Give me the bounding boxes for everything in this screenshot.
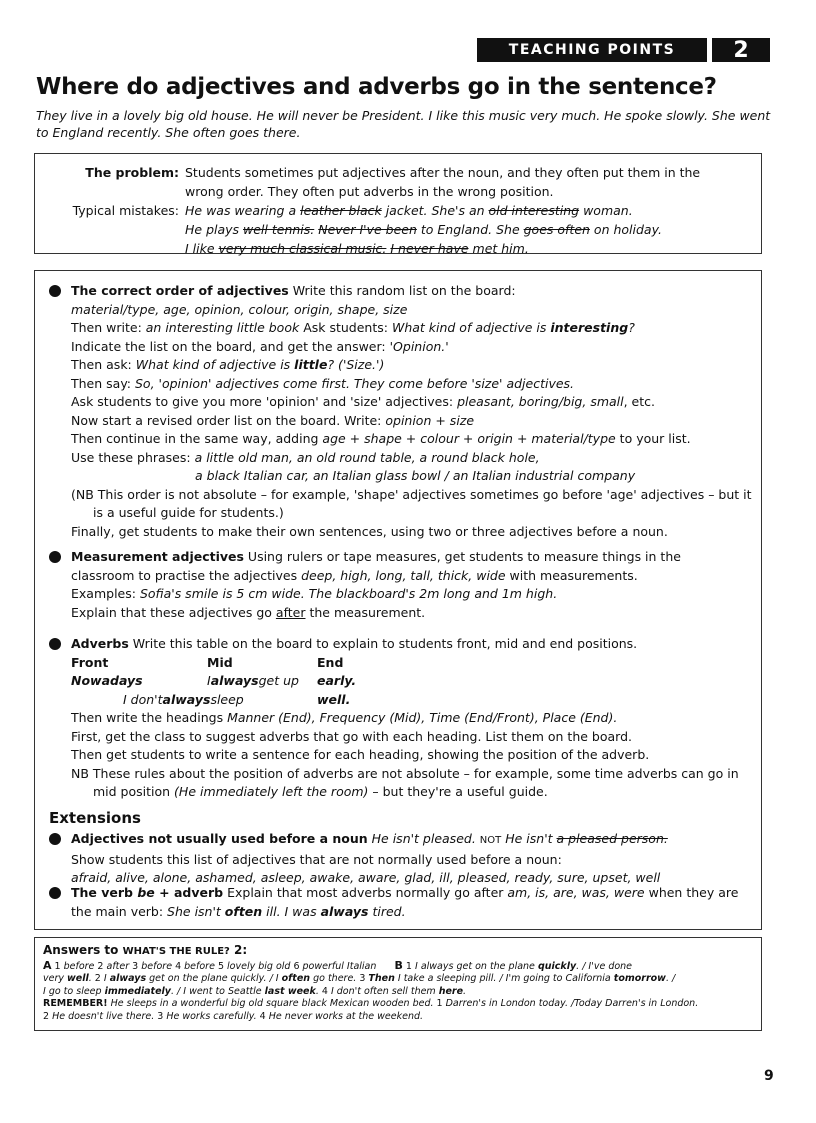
answers-box bbox=[34, 937, 762, 1031]
extensions-heading: Extensions bbox=[49, 809, 141, 827]
measurement-section: Measurement adjectives Using rulers or tape measures, get students to measure things in the classroom to practise the adjectives deep, high, long, tall, thick, wide with measurements. Examples: Sofia's smile is 5 cm wide. The blackboard's 2m long and 1m high. Explain that these adjectives go after the measurement. bbox=[49, 548, 761, 622]
mistakes-row bbox=[35, 201, 740, 258]
problem-text: Students sometimes put adjectives after the noun, and they often put them in the wrong order. They often put adverbs in the wrong position. bbox=[185, 165, 701, 199]
mistake-line: I like very much classical music. I never have met him. bbox=[185, 241, 529, 256]
extension-verb-be: The verb be + adverb Explain that most adverbs normally go after am, is, are, was, were when they are the main verb: She isn't often ill. I was always tired. bbox=[49, 884, 761, 921]
bullet-icon bbox=[49, 833, 61, 845]
problem-box bbox=[34, 153, 762, 254]
bullet-icon bbox=[49, 285, 61, 297]
bullet-icon bbox=[49, 638, 61, 650]
adjective-order-section: The correct order of adjectives Write this random list on the board: material/type, age, opinion, colour, origin, shape, size Then write: an interesting little book Ask students: What kind of adjective is interesting? Indicate the list on the board, and get the answer: 'Opinion.' Then ask: What kind of adjective is little? ('Size.') Then say: So, 'opinion' adjectives come first. They come before 'size' adjectives. Ask students to give you more 'opinion' and 'size' adjectives: pleasant, boring/big, small, etc. Now start a revised order list on the board. Write: opinion + size Then continue in the same way, adding age + shape + colour + origin + material/type to your list. Use these phrases: a little old man, an old round table, a round black hole, a black Italian car, an Italian glass bowl / an Italian industrial company (NB This order is not absolute – for example, 'shape' adjectives sometimes go before 'age' adjectives – but it is a useful guide for students.) Finally, get students to make their own sentences, using two or three adjectives before a noun. bbox=[49, 282, 761, 541]
answers-line: REMEMBER! He sleeps in a wonderful big old square black Mexican wooden bed. 1 Darren's in London today. /Today Darren's in London. bbox=[43, 998, 699, 1009]
teaching-box bbox=[34, 270, 762, 930]
mistakes-list bbox=[185, 201, 740, 258]
bullet-icon bbox=[49, 887, 61, 899]
page-title: Where do adjectives and adverbs go in the sentence? bbox=[36, 74, 717, 100]
answers-line: I go to sleep immediately. / I went to Seattle last week. 4 I don't often sell them here. bbox=[43, 985, 467, 997]
mistake-line: He plays well tennis. Never I've been to England. She goes often on holiday. bbox=[185, 222, 662, 237]
section-number: 2 bbox=[712, 38, 770, 62]
section-label: TEACHING POINTS bbox=[477, 38, 707, 62]
adverb-table-header: Front Mid End bbox=[71, 654, 344, 670]
problem-label: The problem: bbox=[85, 165, 179, 180]
intro-examples: They live in a lovely big old house. He will never be President. I like this music very much. He spoke slowly. She went to England recently. She often goes there. bbox=[36, 108, 771, 140]
extension-adjectives: Adjectives not usually used before a noun He isn't pleased. NOT He isn't a pleased person. Show students this list of adjectives that are not normally used before a noun: afraid, alive, alone, ashamed, asleep, awake, aware, glad, ill, pleased, ready, sure, upset, well bbox=[49, 830, 761, 888]
answers-heading: Answers to WHAT'S THE RULE? 2: bbox=[43, 943, 248, 957]
problem-row bbox=[35, 163, 740, 201]
mistakes-label: Typical mistakes: bbox=[72, 203, 179, 218]
adverb-table-row: Nowadays Ialwaysget up early. bbox=[71, 673, 357, 688]
answers-line: 2 He doesn't live there. 3 He works carefully. 4 He never works at the weekend. bbox=[43, 1010, 424, 1022]
adverb-table-row: I don'talwayssleep well. bbox=[123, 691, 351, 707]
adverbs-section: Adverbs Write this table on the board to explain to students front, mid and end positions. Front Mid End Nowadays Ialwaysget up early. I don'talwayssleep well. Then write the headings Manner (End), Frequency (Mid), Time (End/Front), Place (End). First, get the class to suggest adverbs that go with each heading. List them on the board. Then get students to write a sentence for each heading, showing the position of the adverb. NB These rules about the position of adverbs are not absolute – for example, some time adverbs can go in mid position (He immediately left the room) – but they're a useful guide. bbox=[49, 635, 761, 802]
answers-line: A 1 before 2 after 3 before 4 before 5 lovely big old 6 powerful Italian B 1 I always get on the plane quickly. / I've done bbox=[43, 958, 633, 972]
section-header bbox=[477, 38, 770, 62]
bullet-icon bbox=[49, 551, 61, 563]
page-number: 9 bbox=[764, 1068, 774, 1084]
answers-line: very well. 2 I always get on the plane quickly. / I often go there. 3 Then I take a sleeping pill. / I'm going to California tomorrow. / bbox=[43, 973, 676, 984]
mistake-line: He was wearing a leather black jacket. She's an old interesting woman. bbox=[185, 203, 633, 218]
